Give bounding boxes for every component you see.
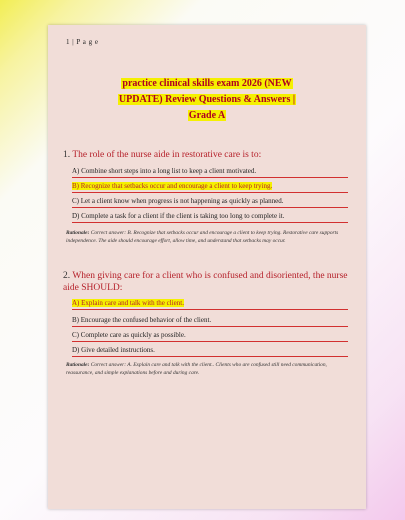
question-1-option-a: A) Combine short steps into a long list to keep a client motivated. [72,167,348,178]
question-1-text: The role of the nurse aide in restorative care is to: [72,150,262,160]
title-line-1: practice clinical skills exam 2026 (NEW [122,78,292,89]
title-line-2: UPDATE) Review Questions & Answers | [118,94,296,105]
question-1-option-d: D) Complete a task for a client if the client is taking too long to complete it. [72,212,348,223]
question-2-option-a: A) Explain care and talk with the client. [72,299,348,310]
question-2-option-c: C) Complete care as quickly as possible. [72,331,348,342]
question-2-number: 2. [63,271,71,281]
document-page [48,25,366,509]
document-title [48,76,366,124]
question-1-option-c: C) Let a client know when progress is not happening as quickly as planned. [72,197,348,208]
page-number: 1 | P a g e [66,38,99,46]
question-1-rationale: Rationale: Correct answer: B. Recognize that setbacks occur and encourage a client to keep trying. Restorative care supports independence. The aide should encourage effort, allow time, and understand that setbacks may occur. [66,230,339,244]
question-2-rationale-label: Rationale: [66,362,90,368]
question-1-option-b: B) Recognize that setbacks occur and encourage a client to keep trying. [72,182,348,193]
question-1-rationale-label: Rationale: [66,230,90,236]
question-2-text: When giving care for a client who is confused and disoriented, the nurse aide SHOULD: [63,271,348,293]
question-2-option-d: D) Give detailed instructions. [72,346,348,357]
title-line-3: Grade A [188,110,226,121]
question-2-rationale: Rationale: Correct answer: A. Explain care and talk with the client.. Clients who are confused still need communication, reassurance, and simple explanations before and during care. [66,362,327,376]
question-1-number: 1. [63,150,71,160]
question-1 [63,149,355,161]
question-2 [63,270,355,294]
question-2-option-b: B) Encourage the confused behavior of the client. [72,316,348,327]
